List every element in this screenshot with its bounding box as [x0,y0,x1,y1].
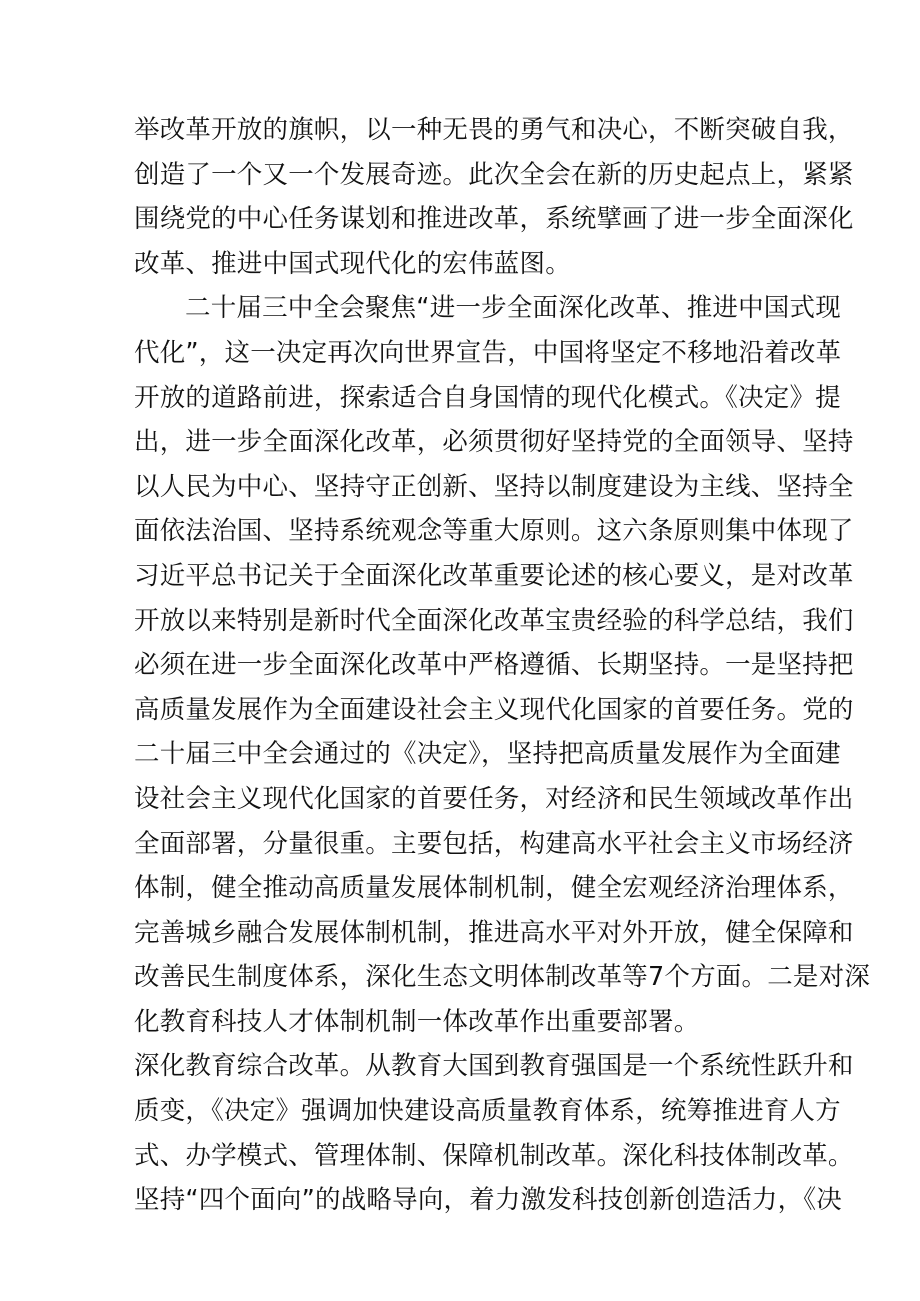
text-line: 习近平总书记关于全面深化改革重要论述的核心要义，是对改革 [134,560,854,591]
text-line: 完善城乡融合发展体制机制，推进高水平对外开放，健全保障和 [134,917,854,948]
text-line: 高质量发展作为全面建设社会主义现代化国家的首要任务。党的 [134,694,854,725]
text-line: 体制，健全推动高质量发展体制机制，健全宏观经济治理体系， [134,873,854,904]
text-line: 以人民为中心、坚持守正创新、坚持以制度建设为主线、坚持全 [134,471,854,502]
text-line: 创造了一个又一个发展奇迹。此次全会在新的历史起点上，紧紧 [134,159,854,190]
text-line: 式、办学模式、管理体制、保障机制改革。深化科技体制改革。 [134,1140,854,1171]
text-line: 出，进一步全面深化改革，必须贯彻好坚持党的全面领导、坚持 [134,427,854,458]
text-line: 二十届三中全会聚焦“进一步全面深化改革、推进中国式现 [185,293,841,324]
text-line: 设社会主义现代化国家的首要任务，对经济和民生领域改革作出 [134,783,854,814]
text-line: 全面部署，分量很重。主要包括，构建高水平社会主义市场经济 [134,828,854,859]
paragraph-2 [134,286,871,1044]
text-line: 围绕党的中心任务谋划和推进改革，系统擘画了进一步全面深化 [134,204,854,235]
text-line: 二十届三中全会通过的《决定》，坚持把高质量发展作为全面建 [134,739,841,770]
text-line: 举改革开放的旗帜，以一种无畏的勇气和决心，不断突破自我， [134,115,854,145]
text-line: 质变，《决定》强调加快建设高质量教育体系，统筹推进育人方 [134,1096,841,1127]
text-line: 开放以来特别是新时代全面深化改革宝贵经验的科学总结，我们 [134,605,854,636]
text-line: 开放的道路前进，探索适合自身国情的现代化模式。《决定》提 [134,382,841,413]
paragraph-1 [134,108,854,286]
text-line: 改善民生制度体系，深化生态文明体制改革等7个方面。二是对深 [134,962,871,993]
text-line: 深化教育综合改革。从教育大国到教育强国是一个系统性跃升和 [134,1051,854,1082]
paragraph-3 [134,1044,854,1222]
text-line: 改革、推进中国式现代化的宏伟蓝图。 [134,248,571,279]
text-line: 面依法治国、坚持系统观念等重大原则。这六条原则集中体现了 [134,516,854,547]
text-line: 必须在进一步全面深化改革中严格遵循、长期坚持。一是坚持把 [134,650,854,681]
text-line: 化教育科技人才体制机制一体改革作出重要部署。 [134,1006,700,1037]
text-line: 坚持“四个面向”的战略导向，着力激发科技创新创造活力，《决 [134,1185,842,1216]
text-line: 代化”，这一决定再次向世界宣告，中国将坚定不移地沿着改革 [134,337,842,368]
body-text [134,108,871,1223]
